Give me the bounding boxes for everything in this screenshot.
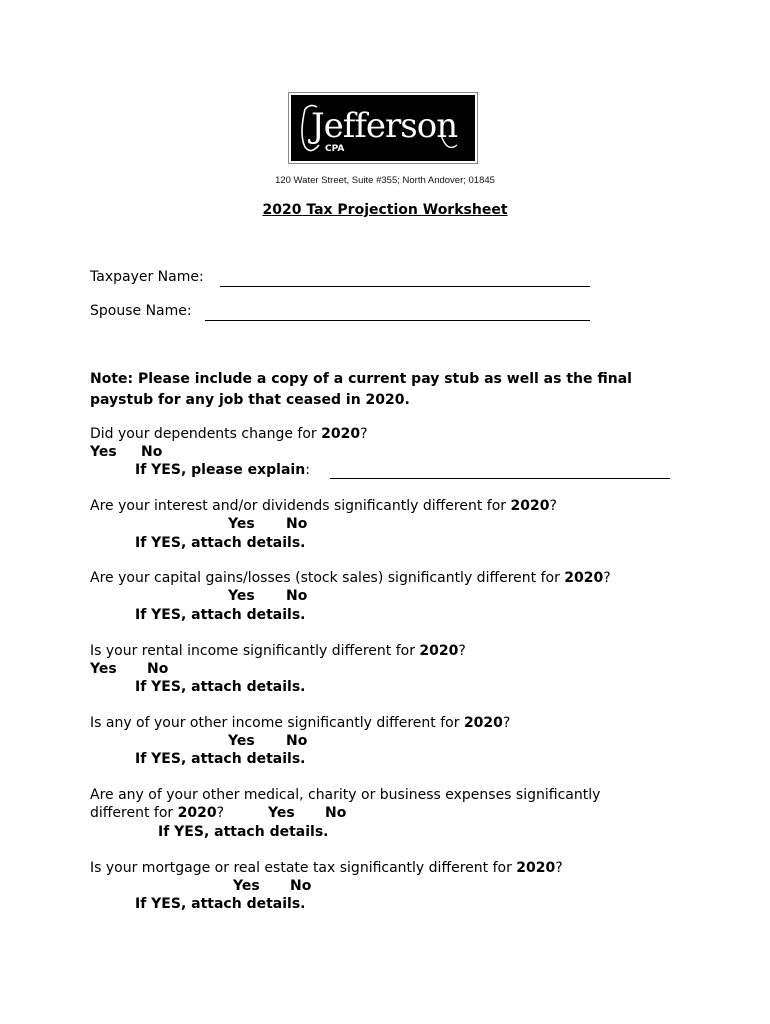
- question-year: 2020: [516, 860, 556, 876]
- no-option[interactable]: No: [286, 733, 308, 749]
- yes-option[interactable]: Yes: [268, 805, 295, 821]
- yes-option[interactable]: Yes: [233, 878, 260, 894]
- explain-field[interactable]: [330, 478, 670, 479]
- question-text: Is your mortgage or real estate tax significantly different for: [90, 860, 517, 876]
- jefferson-cpa-logo: [288, 92, 478, 164]
- no-option[interactable]: No: [325, 805, 347, 821]
- note-line-1: Note: Please include a copy of a current pay stub as well as the final: [90, 371, 632, 387]
- spouse-name-field[interactable]: [205, 320, 590, 321]
- explain-label: [135, 461, 310, 479]
- no-option[interactable]: No: [141, 444, 163, 460]
- question-mark: ?: [555, 860, 563, 876]
- explain-label-text: If YES, please explain: [135, 462, 306, 478]
- yes-option[interactable]: Yes: [228, 588, 255, 604]
- question-mark: ?: [502, 715, 511, 731]
- question-mark: ?: [458, 643, 466, 659]
- question-mark: ?: [360, 426, 368, 442]
- question-mark: ?: [549, 498, 557, 514]
- question-text: Is your rental income significantly different for: [90, 643, 420, 659]
- question-mortgage-tax: [90, 859, 563, 877]
- taxpayer-name-field[interactable]: [220, 286, 590, 287]
- question-text: Are your capital gains/losses (stock sales) significantly different for: [90, 570, 565, 586]
- question-text: Did your dependents change for: [90, 426, 322, 442]
- question-text: Are your interest and/or dividends significantly different for: [90, 498, 511, 514]
- question-dependents: [90, 425, 368, 443]
- question-year: 2020: [463, 715, 503, 731]
- question-capital-gains: [90, 569, 611, 587]
- spouse-name-label: Spouse Name:: [90, 303, 192, 319]
- question-year: 2020: [321, 426, 361, 442]
- question-interest-dividends: [90, 497, 557, 515]
- firm-address: 120 Water Street, Suite #355; North Andover; 01845: [275, 175, 495, 186]
- yes-option[interactable]: Yes: [228, 516, 255, 532]
- no-option[interactable]: No: [286, 516, 308, 532]
- yes-option[interactable]: Yes: [90, 444, 117, 460]
- attach-details-note: If YES, attach details.: [135, 535, 306, 551]
- no-option[interactable]: No: [147, 661, 169, 677]
- yes-option[interactable]: Yes: [228, 733, 255, 749]
- logo-artwork: [291, 95, 475, 161]
- attach-details-note: If YES, attach details.: [135, 607, 306, 623]
- attach-details-note: If YES, attach details.: [135, 679, 306, 695]
- question-mark: ?: [603, 570, 611, 586]
- question-year: 2020: [419, 643, 459, 659]
- logo-brand-text: Jefferson: [311, 106, 458, 146]
- attach-details-note: If YES, attach details.: [135, 896, 306, 912]
- question-expenses-line-2: [90, 804, 224, 822]
- page-title: 2020 Tax Projection Worksheet: [262, 202, 508, 218]
- yes-option[interactable]: Yes: [90, 661, 117, 677]
- question-other-income: [90, 714, 510, 732]
- question-expenses-line-1: Are any of your other medical, charity or business expenses significantly: [90, 787, 601, 803]
- question-year: 2020: [564, 570, 604, 586]
- question-text: Is any of your other income significantly different for: [90, 715, 464, 731]
- question-mark: ?: [216, 805, 225, 821]
- question-year: 2020: [177, 805, 217, 821]
- no-option[interactable]: No: [286, 588, 308, 604]
- note-line-2: paystub for any job that ceased in 2020.: [90, 392, 410, 408]
- explain-colon: :: [305, 462, 310, 478]
- no-option[interactable]: No: [290, 878, 312, 894]
- logo-sub-text: CPA: [325, 144, 345, 154]
- question-text: different for: [90, 805, 178, 821]
- question-rental-income: [90, 642, 466, 660]
- question-year: 2020: [510, 498, 550, 514]
- attach-details-note: If YES, attach details.: [158, 824, 329, 840]
- taxpayer-name-label: Taxpayer Name:: [90, 269, 204, 285]
- attach-details-note: If YES, attach details.: [135, 751, 306, 767]
